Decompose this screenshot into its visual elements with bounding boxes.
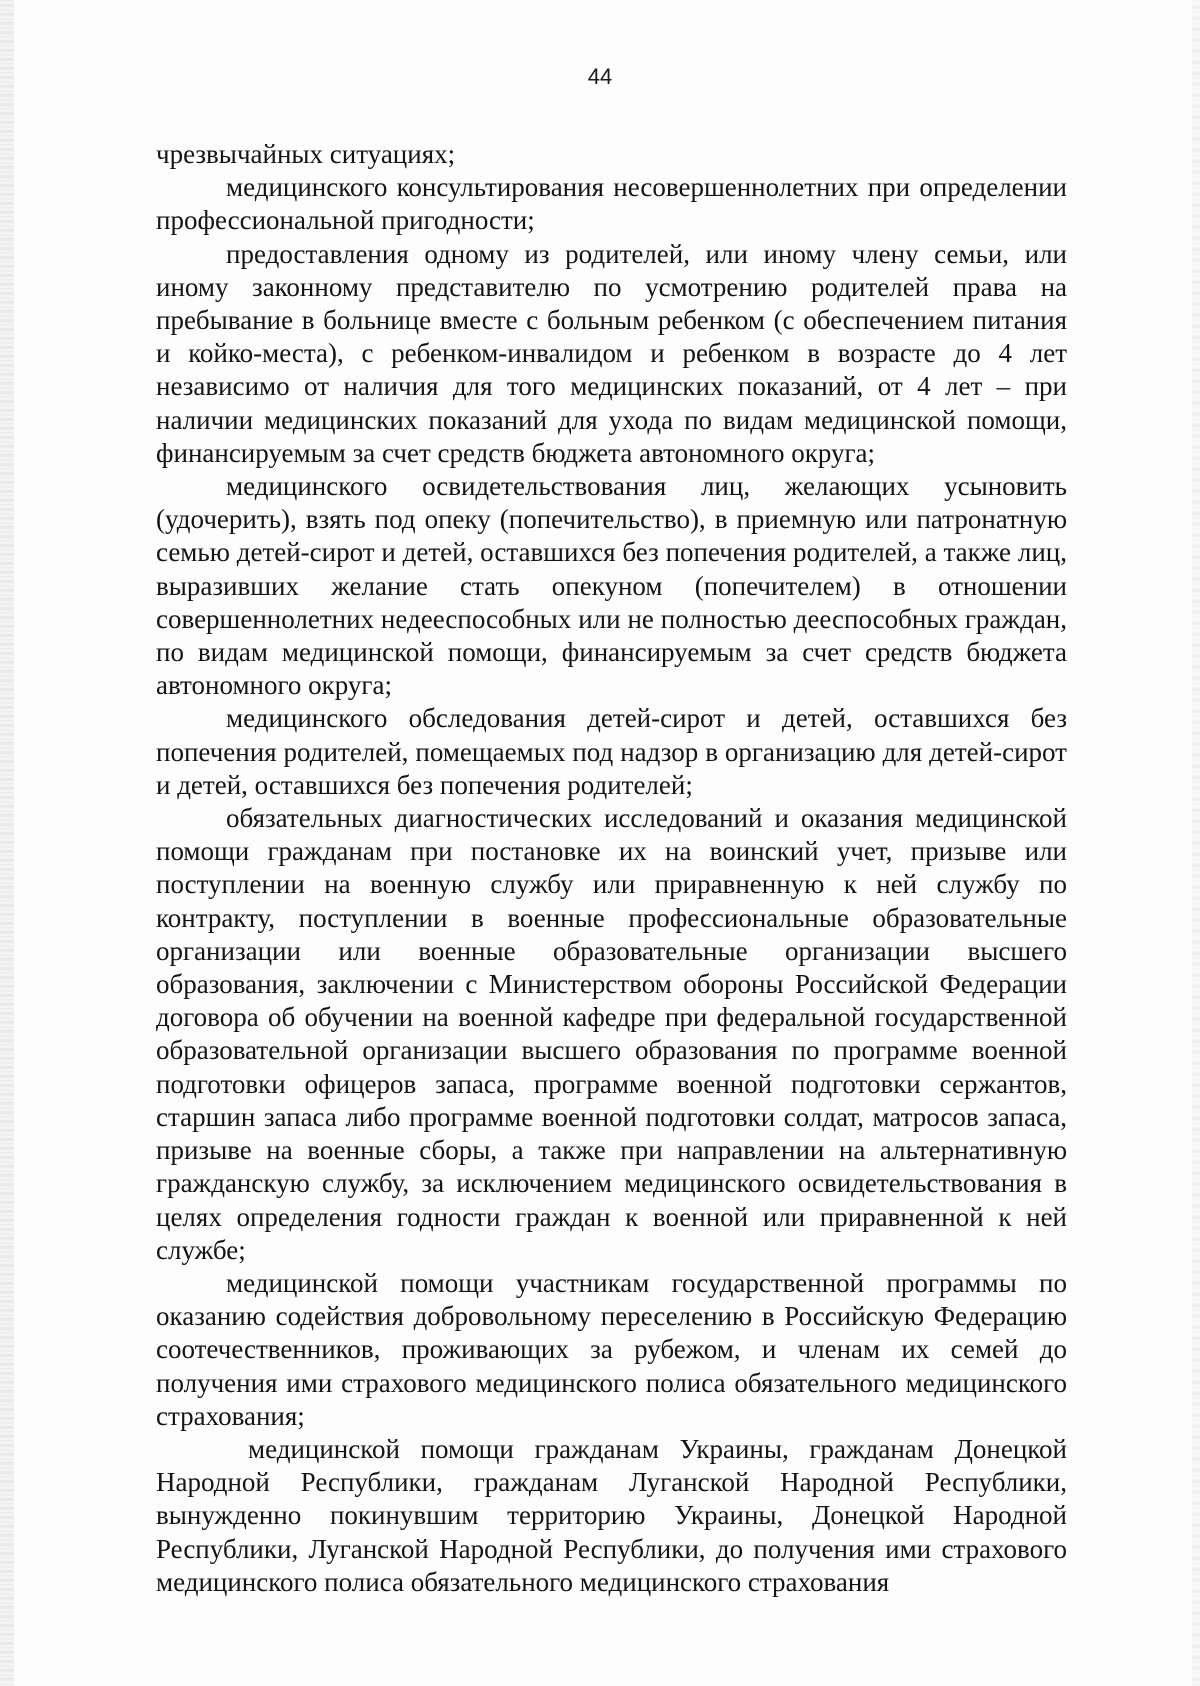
paragraph-5: медицинского обследования детей-сирот и детей, оставшихся без попечения родителей, помещаемых под надзор в организацию для детей-сирот и детей, оставшихся без попечения родителей; [156,703,1067,800]
paragraph-4: медицинского освидетельствования лиц, желающих усыновить (удочерить), взять под опеку (попечительство), в приемную или патронатную семью детей-сирот и детей, оставшихся без попечения родителей, а также лиц, выразивших желание стать опекуном (попечителем) в отношении совершеннолетних недееспособных или не полностью дееспособных граждан, по видам медицинской помощи, финансируемым за счет средств бюджета автономного округа; [156,471,1067,701]
paragraph-7: медицинской помощи участникам государственной программы по оказанию содействия добровольному переселению в Российскую Федерацию соотечественников, проживающих за рубежом, и членам их семей до получения ими страхового медицинского полиса обязательного медицинского страхования; [156,1267,1067,1431]
scan-edge-right [1192,0,1200,1686]
page-number: 44 [587,64,613,89]
paragraph-2: медицинского консультирования несовершеннолетних при определении профессиональной пригодности; [156,172,1067,236]
paragraph-6: обязательных диагностических исследований и оказания медицинской помощи гражданам при постановке их на воинский учет, призыве или поступлении на военную службу или приравненную к ней службу по контракту, поступлении в военные профессиональные образовательные организации или военные образовательные организации высшего образования, заключении с Министерством обороны Российской Федерации договора об обучении на военной кафедре при федеральной государственной образовательной организации высшего образования по программе военной подготовки офицеров запаса, программе военной подготовки сержантов, старшин запаса либо программе военной подготовки солдат, матросов запаса, призыве на военные сборы, а также при направлении на альтернативную гражданскую службу, за исключением медицинского освидетельствования в целях определения годности граждан к военной или приравненной к ней службе; [156,803,1067,1265]
paragraph-8: медицинской помощи гражданам Украины, гражданам Донецкой Народной Республики, гражданам Луганской Народной Республики, вынужденно покинувшим территорию Украины, Донецкой Народной Республики, Луганской Народной Республики, до получения ими страхового медицинского полиса обязательного медицинского страхования [156,1433,1067,1597]
document-body [156,138,1067,1599]
paragraph-1: чрезвычайных ситуациях; [156,139,456,169]
scan-edge-left [0,0,14,1686]
paragraph-3: предоставления одному из родителей, или иному члену семьи, или иному законному представителю по усмотрению родителей права на пребывание в больнице вместе с больным ребенком (с обеспечением питания и койко-места), с ребенком-инвалидом и ребенком в возрасте до 4 лет независимо от наличия для того медицинских показаний, от 4 лет – при наличии медицинских показаний для ухода по видам медицинской помощи, финансируемым за счет средств бюджета автономного округа; [156,238,1067,468]
